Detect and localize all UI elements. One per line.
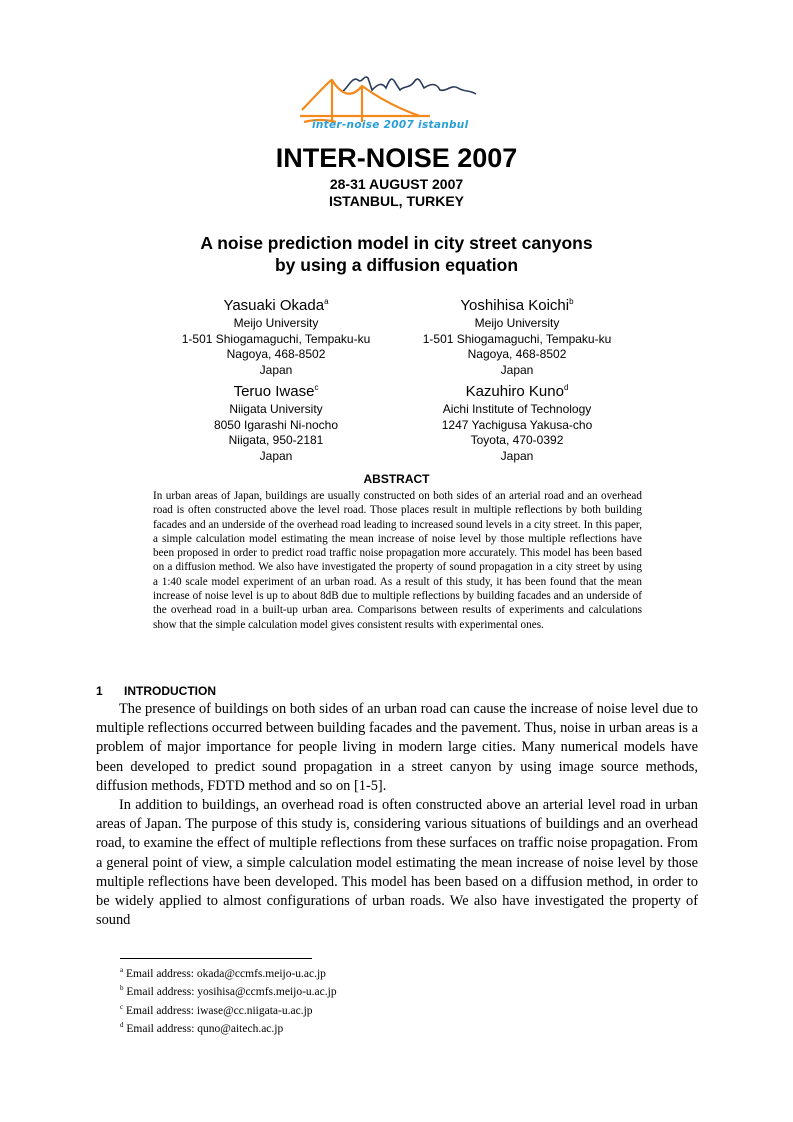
author-name: Kazuhiro Kuno$^d$ — [465, 383, 569, 400]
author-mark: a — [324, 297, 329, 306]
author-city: Niigata, 950-2181 — [228, 433, 324, 447]
author-address: 1-501 Shiogamaguchi, Tempaku-ku — [422, 331, 612, 346]
footnote: $^c$ Email address: iwase@cc.niigata-u.ac.jp — [120, 1002, 313, 1017]
author-address: 1247 Yachigusa Yakusa-cho — [441, 417, 593, 432]
author-country: Japan — [259, 362, 293, 377]
author-affiliation: Meijo University — [474, 316, 560, 330]
author-affiliation: Meijo University — [233, 316, 319, 330]
author-country: Japan — [500, 448, 534, 463]
author-mark: c — [314, 383, 319, 392]
author-affiliation: Aichi Institute of Technology — [442, 402, 592, 416]
footnote: $^b$ Email address: yosihisa@ccmfs.meijo-u.ac.jp — [120, 984, 337, 999]
paragraph: The presence of buildings on both sides of an urban road can cause the increase of noise level due to multiple reflections occurred between building facades and the pavement. Thus, noise in urban areas is a problem of major importance for people living in modern large cities. Many numerical models have been developed to predict sound propagation in a street canyon by using image source methods, diffusion methods, FDTD method and so on [1-5]. — [96, 701, 698, 794]
section-body — [96, 700, 698, 930]
author-address: 8050 Igarashi Ni-nocho — [213, 417, 339, 432]
footnote: $^a$ Email address: okada@ccmfs.meijo-u.ac.jp — [120, 966, 326, 980]
paper-title-line-1: A noise prediction model in city street canyons — [200, 233, 593, 253]
logo-caption: inter-noise 2007 istanbul — [312, 119, 469, 131]
author-city: Nagoya, 468-8502 — [226, 347, 326, 361]
paper-title-line-2: by using a diffusion equation — [274, 255, 519, 275]
abstract-text: In urban areas of Japan, buildings are usually constructed on both sides of an arterial road and an overhead road is often constructed above the level road. Those places result in multiple reflections by both building facades and an underside of the overhead road leading to increased sound levels in a city street. In this paper, a simple calculation model estimating the mean increase of noise level by those multiple reflections have been proposed in order to predict road traffic noise propagation more accurately. This model has been based on a diffusion method. We also have investigated the property of sound propagation in a city street by using a 1:40 scale model experiment of an urban road. As a result of this study, it has been found that the mean increase of noise level is up to about 8dB due to multiple reflections by building facades and an underside of the overhead road in a built-up urban area. Comparisons between results of experiments and calculations show that the simple calculation model gives consistent results with experimental ones. — [153, 490, 642, 631]
author-country: Japan — [500, 362, 534, 377]
bridge-drawing — [300, 80, 430, 122]
conference-title: INTER-NOISE 2007 — [275, 143, 518, 173]
conference-date: 28-31 AUGUST 2007 — [329, 176, 464, 192]
author-name: Yasuaki Okada$^a$ — [223, 297, 329, 314]
author-block-2 — [367, 292, 667, 378]
conference-place: ISTANBUL, TURKEY — [328, 193, 465, 209]
paragraph: In addition to buildings, an overhead road is often constructed above an arterial level road in urban areas of Japan. The purpose of this study is, considering various situations of buildings and an overhead road, to examine the effect of multiple reflections from these surfaces on traffic noise propagation. From a general point of view, a simple calculation model estimating the mean increase of noise level by those multiple reflections have been developed. This model has been based on a diffusion method, in order to be widely applied to almost configurations of urban roads. We also have investigated the property of sound — [96, 797, 698, 929]
author-mark: d — [563, 383, 569, 392]
abstract-heading: ABSTRACT — [363, 472, 430, 486]
footnote-rule — [120, 958, 312, 959]
author-city: Nagoya, 468-8502 — [467, 347, 567, 361]
author-country: Japan — [259, 448, 293, 463]
footnote: $^d$ Email address: quno@aitech.ac.jp — [120, 1021, 284, 1036]
author-name: Teruo Iwase$^c$ — [233, 383, 319, 400]
section-title: INTRODUCTION — [124, 684, 216, 698]
section-number: 1 — [96, 684, 103, 698]
author-address: 1-501 Shiogamaguchi, Tempaku-ku — [181, 331, 371, 346]
author-name: Yoshihisa Koichi$^b$ — [460, 297, 574, 314]
footnotes — [120, 963, 337, 1037]
author-mark: b — [569, 297, 574, 306]
author-affiliation: Niigata University — [229, 402, 323, 416]
author-city: Toyota, 470-0392 — [470, 433, 564, 447]
paper-title — [0, 232, 793, 276]
section-heading — [96, 684, 216, 698]
author-block-4 — [367, 378, 667, 464]
